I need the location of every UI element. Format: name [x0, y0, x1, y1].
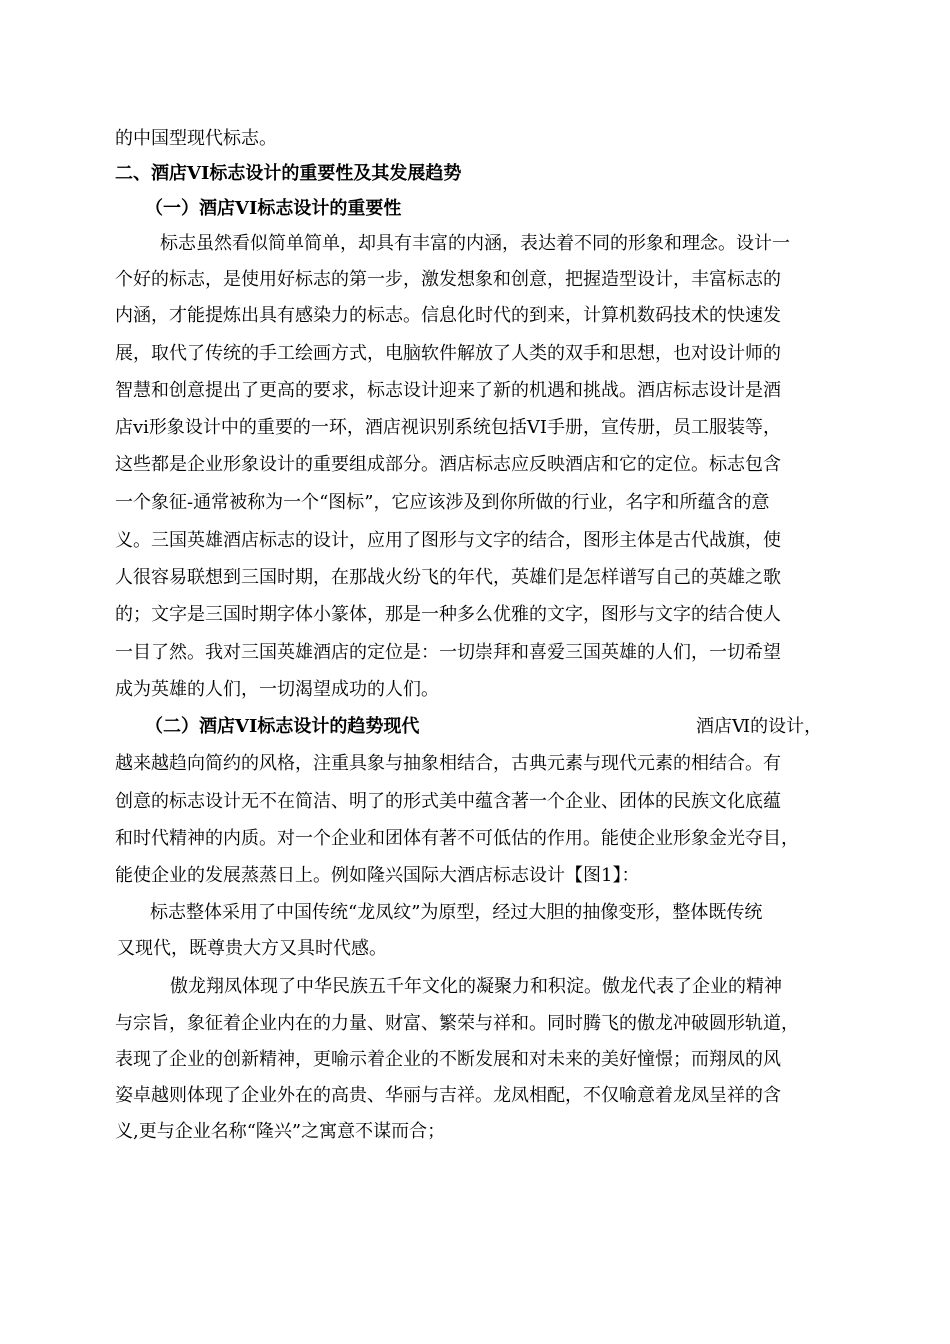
subsection-heading: （二）酒店VI标志设计的趋势现代 [145, 716, 420, 737]
paragraph-line: 展，取代了传统的手工绘画方式，电脑软件解放了人类的双手和思想，也对设计师的 [115, 343, 781, 364]
paragraph-line: 与宗旨，象征着企业内在的力量、财富、繁荣与祥和。同时腾飞的傲龙冲破圆形轨道， [115, 1013, 799, 1034]
paragraph-line: 越来越趋向简约的风格，注重具象与抽象相结合，古典元素与现代元素的相结合。有 [115, 753, 781, 774]
paragraph-line: 成为英雄的人们，一切渴望成功的人们。 [115, 679, 439, 700]
paragraph-line: 创意的标志设计无不在简洁、明了的形式美中蕴含著一个企业、团体的民族文化底蕴 [115, 791, 781, 812]
paragraph-line: 又现代，既尊贵大方又具时代感。 [117, 938, 387, 959]
paragraph-line: 智慧和创意提出了更高的要求，标志设计迎来了新的机遇和挑战。酒店标志设计是酒 [115, 380, 781, 401]
paragraph-line: 一个象征-通常被称为一个“图标”，它应该涉及到你所做的行业，名字和所蕴含的意 [115, 492, 770, 513]
paragraph-line: 义。三国英雄酒店标志的设计，应用了图形与文字的结合，图形主体是古代战旗，使 [115, 530, 781, 551]
paragraph-line: 内涵，才能提炼出具有感染力的标志。信息化时代的到来，计算机数码技术的快速发 [115, 305, 781, 326]
text-line: 的中国型现代标志。 [115, 128, 277, 149]
paragraph-line: 个好的标志，是使用好标志的第一步，激发想象和创意，把握造型设计，丰富标志的 [115, 269, 781, 290]
paragraph-line: 能使企业的发展蒸蒸日上。例如隆兴国际大酒店标志设计【图1】： [115, 865, 640, 886]
subsection-heading: （一）酒店VI标志设计的重要性 [145, 198, 402, 219]
section-heading: 二、酒店VI标志设计的重要性及其发展趋势 [115, 163, 462, 184]
paragraph-line: 标志整体采用了中国传统“龙凤纹”为原型，经过大胆的抽像变形，整体既传统 [150, 902, 763, 923]
paragraph-line: 的；文字是三国时期字体小篆体，那是一种多么优雅的文字，图形与文字的结合使人 [115, 604, 781, 625]
paragraph-line: 酒店Ⅵ的设计， [696, 716, 823, 737]
paragraph-line: 义,更与企业名称“隆兴”之寓意不谋而合； [115, 1121, 446, 1142]
paragraph-line: 人很容易联想到三国时期，在那战火纷飞的年代，英雄们是怎样谱写自己的英雄之歌 [115, 567, 781, 588]
paragraph-line: 和时代精神的内质。对一个企业和团体有著不可低估的作用。能使企业形象金光夺目， [115, 828, 799, 849]
paragraph-line: 傲龙翔凤体现了中华民族五千年文化的凝聚力和积淀。傲龙代表了企业的精神 [170, 976, 782, 997]
paragraph-line: 店vi形象设计中的重要的一环，酒店视识别系统包括VI手册，宣传册，员工服装等， [115, 417, 782, 438]
paragraph-line: 表现了企业的创新精神，更喻示着企业的不断发展和对未来的美好憧憬；而翔凤的风 [115, 1049, 781, 1070]
paragraph-line: 这些都是企业形象设计的重要组成部分。酒店标志应反映酒店和它的定位。标志包含 [115, 454, 781, 475]
paragraph-line: 一目了然。我对三国英雄酒店的定位是：一切崇拜和喜爱三国英雄的人们，一切希望 [115, 642, 781, 663]
paragraph-line: 姿卓越则体现了企业外在的高贵、华丽与吉祥。龙凤相配，不仅喻意着龙凤呈祥的含 [115, 1085, 781, 1106]
paragraph-line: 标志虽然看似简单简单，却具有丰富的内涵，表达着不同的形象和理念。设计一 [160, 233, 790, 254]
